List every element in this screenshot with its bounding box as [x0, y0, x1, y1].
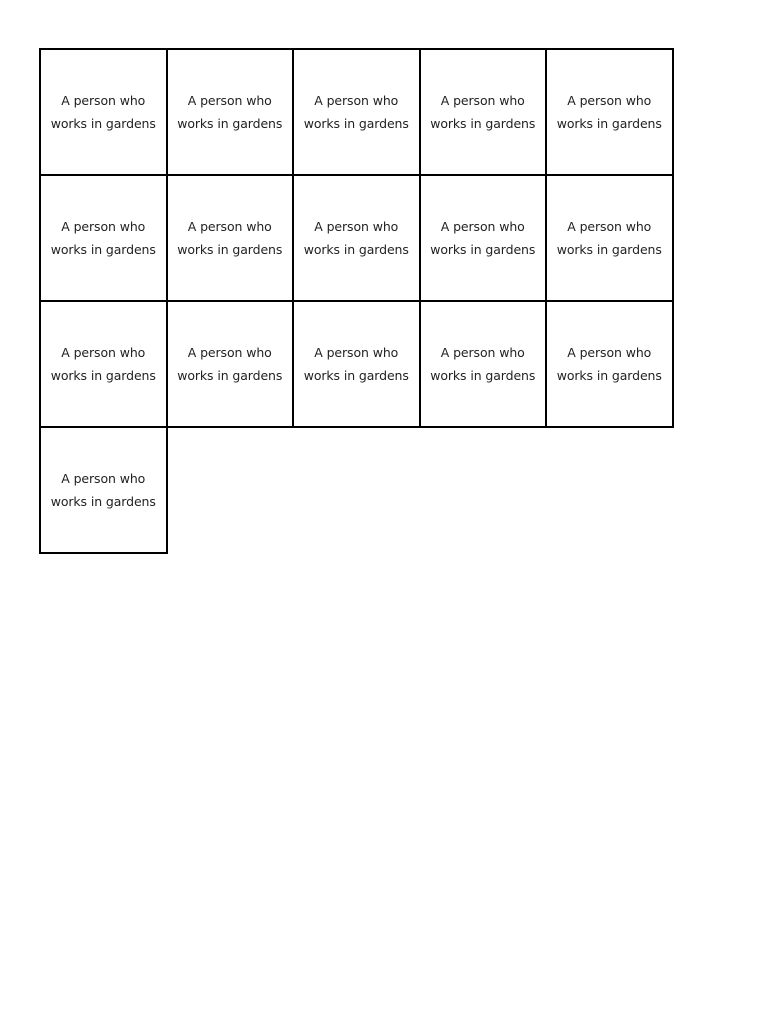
definition-card [166, 174, 295, 302]
card-text: A person who works in gardens [50, 219, 156, 257]
card-text: A person who works in gardens [50, 93, 156, 131]
card-text: A person who works in gardens [430, 219, 536, 257]
card-text: A person who works in gardens [556, 219, 662, 257]
card-text: A person who works in gardens [556, 93, 662, 131]
card-text: A person who works in gardens [303, 93, 409, 131]
card-text: A person who works in gardens [303, 345, 409, 383]
card-text: A person who works in gardens [177, 219, 283, 257]
definition-card [545, 48, 674, 176]
definition-card [419, 300, 548, 428]
definition-card [166, 300, 295, 428]
card-text: A person who works in gardens [50, 471, 156, 509]
card-text: A person who works in gardens [556, 345, 662, 383]
definition-card [292, 300, 421, 428]
card-text: A person who works in gardens [430, 345, 536, 383]
definition-card [39, 300, 168, 428]
definition-card [545, 174, 674, 302]
definition-card [39, 426, 168, 554]
definition-card [419, 174, 548, 302]
card-text: A person who works in gardens [177, 345, 283, 383]
card-text: A person who works in gardens [430, 93, 536, 131]
card-text: A person who works in gardens [303, 219, 409, 257]
definition-card [39, 174, 168, 302]
card-grid [39, 48, 679, 552]
card-text: A person who works in gardens [50, 345, 156, 383]
definition-card [419, 48, 548, 176]
definition-card [39, 48, 168, 176]
definition-card [545, 300, 674, 428]
card-text: A person who works in gardens [177, 93, 283, 131]
definition-card [292, 174, 421, 302]
definition-card [166, 48, 295, 176]
definition-card [292, 48, 421, 176]
